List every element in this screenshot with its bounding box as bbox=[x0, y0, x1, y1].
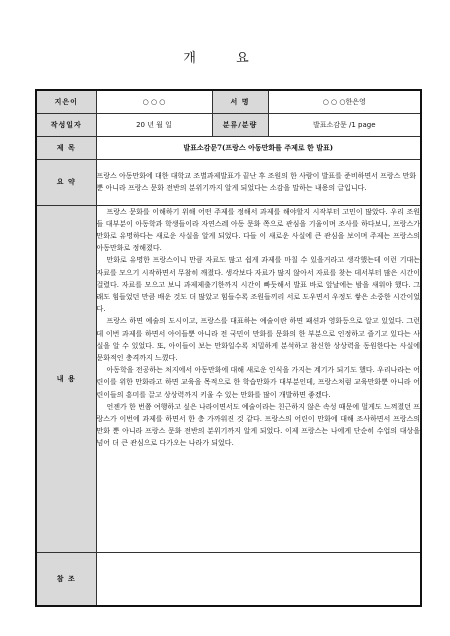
content-label: 내 용 bbox=[36, 205, 96, 552]
reference-label: 참 조 bbox=[36, 552, 96, 606]
content-paragraph: 언젠가 한 번쯤 여행하고 싶은 나라이면서도 예술이라는 친근하지 않은 속성 때문에 멀게도 느껴졌던 프랑스가 이번에 과제를 하면서 한 층 가까워진 것 같다. 프랑스의 어린이 만화에 대해 조사하면서 프랑스의 만화 뿐 아니라 프랑스 문화 전반의 분위기까지 알게 되었다. 이제 프랑스는 나에게 단순히 수업의 대상을 넘어 더 큰 관심으로 다가오는 나라가 되었다. bbox=[96, 402, 420, 448]
content-paragraph: 프랑스 문화를 이해하기 위해 어떤 주제를 정해서 과제를 해야할지 시작부터 고민이 많았다. 우리 조원들 대부분이 아동학과 학생들이라 자연스레 아동 문화 쪽으로 관심을 기울이며 조사를 하다보니, 프랑스가 만화로 유명하다는 새로운 사실을 알게 되었다. 다들 이 새로운 사실에 큰 관심을 보이며 주제는 프랑스의 아동만화로 정해졌다. bbox=[96, 207, 420, 253]
summary-form-table bbox=[35, 89, 422, 607]
summary-label: 요 약 bbox=[36, 159, 96, 205]
name-label: 서 명 bbox=[212, 90, 268, 113]
date-label: 작성일자 bbox=[36, 113, 96, 136]
author-label: 지은이 bbox=[36, 90, 96, 113]
reference-value bbox=[96, 552, 421, 606]
content-paragraph: 아동학을 전공하는 처지에서 아동만화에 대해 새로운 인식을 가지는 계기가 되기도 했다. 우리나라는 어린이를 위한 만화라고 하면 교육을 목적으로 한 학습만화가 대부분인데, 프랑스처럼 교육만화뿐 아니라 어린이들의 흥미를 끌고 상상력까지 키울 수 있는 만화를 많이 개발하면 좋겠다. bbox=[96, 366, 420, 399]
document-title: 발표소감문7(프랑스 아동만화를 주제로 한 발표) bbox=[96, 136, 421, 159]
content-paragraph: 만화로 유명한 프랑스이니 만큼 자료도 많고 쉽게 과제를 마칠 수 있을거라고 생각했는데 이런 기대는 자료를 모으기 시작하면서 무참히 깨졌다. 생각보다 자료가 많지 않아서 자료를 찾는 데서부터 많은 시간이 걸렸다. 자료를 모으고 보니 과제제출기한까지 시간이 빠듯해서 발표 바로 앞날에는 밤을 새워야 했다. 그래도 힘들었던 만큼 배운 것도 더 많았고 힘들수록 조원들끼리 서로 도우면서 우정도 쌓은 소중한 시간이었다. bbox=[96, 256, 420, 314]
name-value: ○ ○ ○한은영 bbox=[268, 90, 421, 113]
category-label: 분류/분량 bbox=[212, 113, 268, 136]
author-value: ○ ○ ○ bbox=[96, 90, 212, 113]
content-body bbox=[96, 205, 421, 552]
content-paragraph: 프랑스 하면 예술의 도시이고, 프랑스를 대표하는 예술이란 하면 패션과 영화등으로 알고 있었다. 그런데 이번 과제를 하면서 아이들뿐 아니라 전 국민이 만화를 문화의 한 부분으로 인정하고 즐기고 있다는 사실을 알 수 있었다. 또, 아이들이 보는 만화일수록 치밀하게 분석하고 참신한 상상력을 동원한다는 사실에 문화적인 충격까지 느꼈다. bbox=[96, 317, 420, 362]
summary-text: 프랑스 아동만화에 대한 대학교 조별과제발표가 끝난 후 조원의 한 사람이 발표를 준비하면서 프랑스 만화뿐 아니라 프랑스 문화 전반의 분위기까지 알게 되었다는 소감을 말하는 내용의 글입니다. bbox=[96, 159, 421, 205]
category-value: 발표소감문 /1 page bbox=[268, 113, 421, 136]
date-value: 20 년 월 일 bbox=[96, 113, 212, 136]
title-label: 제 목 bbox=[36, 136, 96, 159]
page-heading: 개 요 bbox=[183, 51, 267, 66]
